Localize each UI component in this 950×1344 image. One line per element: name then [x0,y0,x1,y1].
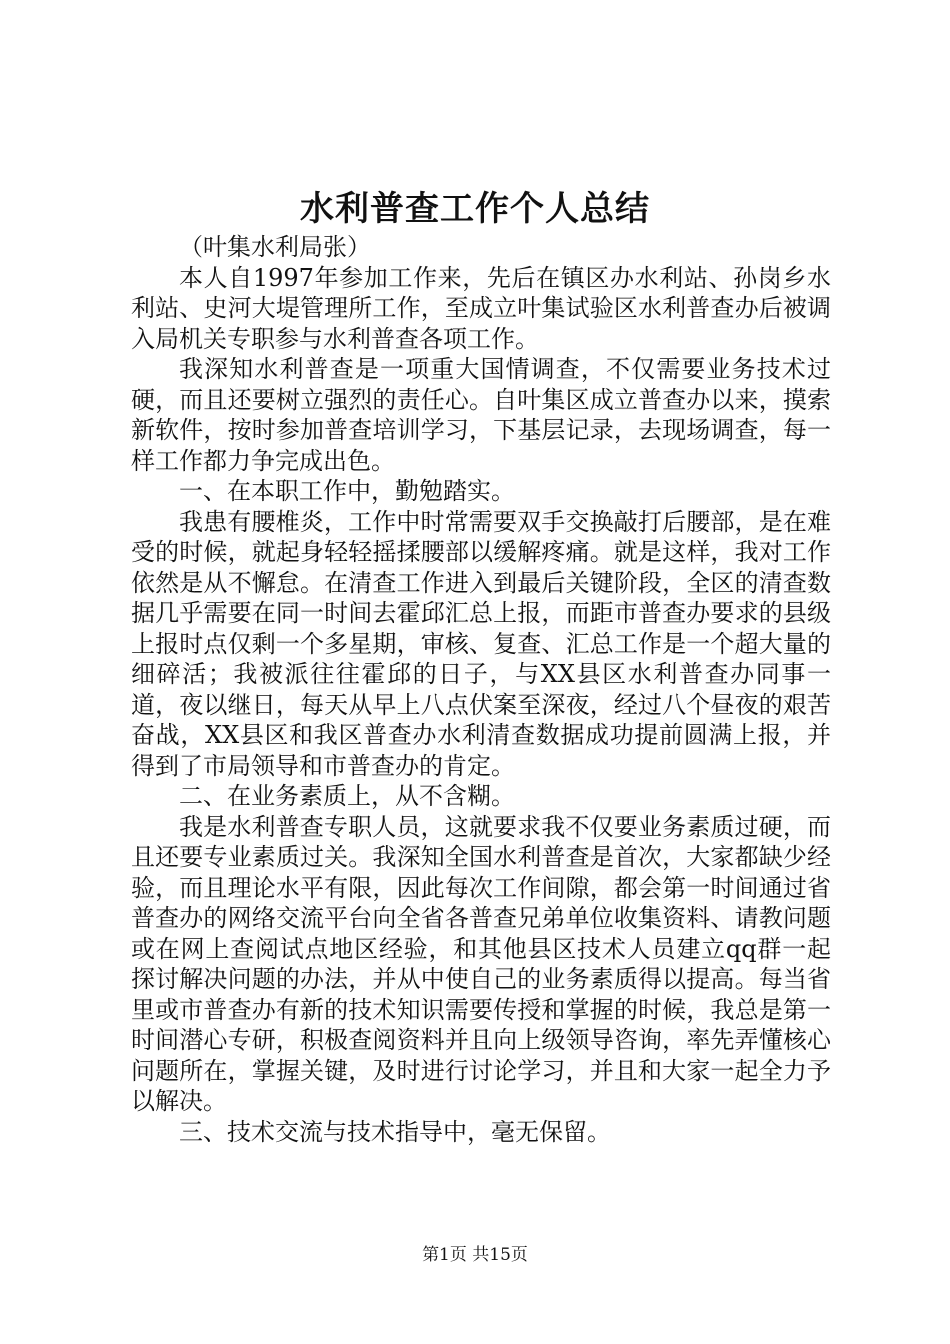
document-title: 水利普查工作个人总结 [300,189,650,229]
author-line: （叶集水利局张） [179,233,371,261]
paragraph-responsibility: 我深知水利普查是一项重大国情调查，不仅需要业务技术过硬，而且还要树立强烈的责任心。自叶集区成立普查办以来，摸索新软件，按时参加普查培训学习，下基层记录，去现场调查，每一样工作都力争完成出色。 [131,355,831,475]
section-heading-1: 一、在本职工作中，勤勉踏实。 [179,477,515,505]
paragraph-section-2: 我是水利普查专职人员，这就要求我不仅要业务素质过硬，而且还要专业素质过关。我深知全国水利普查是首次，大家都缺少经验，而且理论水平有限，因此每次工作间隙，都会第一时间通过省普查办的网络交流平台向全省各普查兄弟单位收集资料、请教问题或在网上查阅试点地区经验，和其他县区技术人员建立qq群一起探讨解决问题的办法，并从中使自己的业务素质得以提高。每当省里或市普查办有新的技术知识需要传授和掌握的时候，我总是第一时间潜心专研，积极查阅资料并且向上级领导咨询，率先弄懂核心问题所在，掌握关键，及时进行讨论学习，并且和大家一起全力予以解决。 [131,812,831,1115]
page-number-footer: 第1页 共15页 [422,1245,528,1265]
section-heading-2: 二、在业务素质上，从不含糊。 [179,782,515,810]
section-heading-3: 三、技术交流与技术指导中，毫无保留。 [179,1117,611,1146]
document-body [131,232,831,1147]
paragraph-section-1: 我患有腰椎炎，工作中时常需要双手交换敲打后腰部，是在难受的时候，就起身轻轻摇揉腰部以缓解疼痛。就是这样，我对工作依然是从不懈怠。在清查工作进入到最后关键阶段，全区的清查数据几乎需要在同一时间去霍邱汇总上报，而距市普查办要求的县级上报时点仅剩一个多星期，审核、复查、汇总工作是一个超大量的细碎活；我被派往往霍邱的日子，与XX县区水利普查办同事一道，夜以继日，每天从早上八点伏案至深夜，经过八个昼夜的艰苦奋战，XX县区和我区普查办水利清查数据成功提前圆满上报，并得到了市局领导和市普查办的肯定。 [131,507,831,780]
paragraph-intro: 本人自1997年参加工作来，先后在镇区办水利站、孙岗乡水利站、史河大堤管理所工作，至成立叶集试验区水利普查办后被调入局机关专职参与水利普查各项工作。 [131,263,831,353]
